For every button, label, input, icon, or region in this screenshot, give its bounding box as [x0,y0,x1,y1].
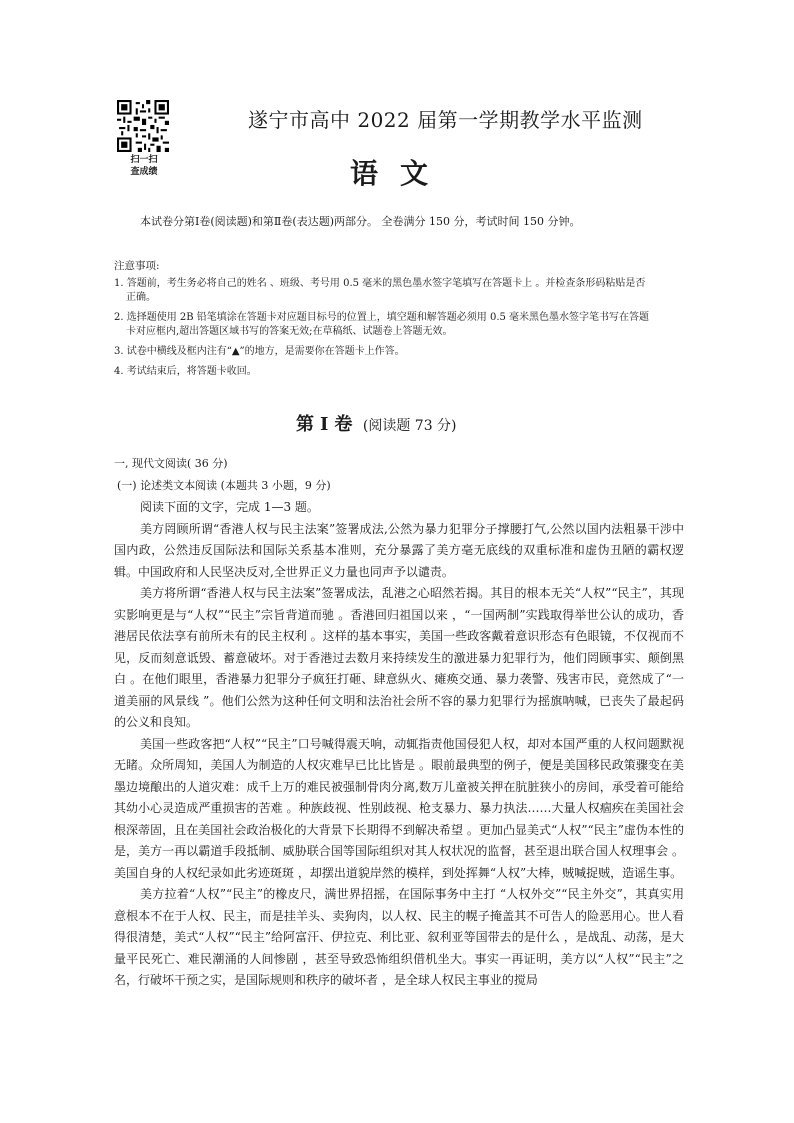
note-2-line2: 卡对应框内,超出答题区域书写的答案无效;在草稿纸、试题卷上答题无效。 [126,326,453,337]
note-item [114,311,684,339]
subject-title: 语文 [350,157,451,190]
note-1-line2: 正确。 [126,292,156,303]
section-heading: 一, 现代文阅读( 36 分) [114,457,228,470]
part-title [296,410,457,436]
passage-paragraph: 美方拉着“人权”“民主”的橡皮尺，满世界招摇，在国际事务中主打 “人权外交”“民主外交”，其真实用意根本不在于人权、民主，而是挂羊头、卖狗肉，以人权、民主的幌子掩盖其不可告人的险恶用心。世人看得很清楚，美式“人权”“民主”给阿富汗、伊拉克、利比亚、叙利亚等国带去的是什么 ，是战乱、动荡，是大量平民死亡、难民潮涌的人间惨剧 ，甚至导致恐怖组织借机坐大。事实一再证明，美方以“人权”“民主”之名，行破坏干预之实，是国际规则和秩序的破坏者 ，是全球人权民主事业的搅局 [114,887,684,987]
passage-paragraph: 美方罔顾所谓“香港人权与民主法案”签署成法,公然为暴力犯罪分子撑腰打气,公然以国内法粗暴干涉中国内政，公然违反国际法和国际关系基本准则，充分暴露了美方毫无底线的双重标准和虚伪丑陋的霸权逻辑。中国政府和人民坚决反对,全世界正义力量也同声予以谴责。 [114,521,684,579]
note-2-line1: 2. 选择题使用 2B 铅笔填涂在答题卡对应题目标号的位置上，填空题和解答题必须用 0.5 毫米黑色墨水签字笔书写在答题 [114,312,650,323]
passage-paragraph: 美方将所谓“香港人权与民主法案”签署成法，乱港之心昭然若揭。其目的根本无关“人权”“民主”，其现实影响更是与“人权”“民主”宗旨背道而驰 。香港回归祖国以来 ，“一国两制”实践取得举世公认的成功，香港居民依法享有前所未有的民主权利 。这样的基本事实，美国一些政客戴着意识形态有色眼镜，不仅视而不见，反而刻意诋毁、蓄意破坏。对于香港过去数月来持续发生的激进暴力犯罪行为，他们罔顾事实、颠倒黑白 。在他们眼里，香港暴力犯罪分子疯狂打砸、肆意纵火、瘫痪交通、暴力袭警、残害市民，竟然成了“一道美丽的风景线 ”。他们公然为这种任何文明和法治社会所不容的暴力犯罪行为摇旗呐喊，已丧失了最起码的公义和良知。 [114,586,684,729]
note-item: 4. 考试结束后，将答题卡收回。 [114,366,257,377]
reading-passage [114,497,684,992]
qr-code-icon[interactable] [117,100,169,152]
exam-intro: 本试卷分第Ⅰ卷(阅读题)和第Ⅱ卷(表达题)两部分。 全卷满分 150 分，考试时间 150 分钟。 [140,215,581,228]
part-title-main: 第Ⅰ卷 [296,414,359,435]
note-item: 3. 试卷中横线及框内注有“▲”的地方，是需要你在答题卡上作答。 [114,346,405,357]
part-title-sub: (阅读题 73 分) [362,418,457,434]
note-item [114,277,684,305]
qr-caption-line2: 查成绩 [130,167,158,177]
reading-instruction: 阅读下面的文字，完成 1—3 题。 [140,500,319,514]
notes-list [114,277,684,385]
exam-title: 遂宁市高中 2022 届第一学期教学水平监测 [248,108,643,132]
passage-paragraph: 美国一些政客把“人权”“民主”口号喊得震天响，动辄指责他国侵犯人权，却对本国严重的人权问题默视无睹。众所周知，美国人为制造的人权灾难早已比比皆是 。眼前最典型的例子，便是美国移民政策骤变在美墨边境酿出的人道灾难：成千上万的难民被强制骨肉分离,数万儿童被关押在肮脏狭小的房间，承受着可能给其幼小心灵造成严重损害的苦难 。种族歧视、性别歧视、枪支暴力、暴力执法……大量人权痼疾在美国社会根深蒂固，且在美国社会政治极化的大背景下长期得不到解决希望 。更加凸显美式“人权”“民主”虚伪本性的是，美方一再以霸道手段抵制、威胁联合国等国际组织对其人权状况的监督，甚至退出联合国人权理事会 。美国自身的人权纪录如此劣迹斑斑 ，却摆出道貌岸然的模样，到处挥舞“人权”大棒，贼喊捉贼，造谣生事。 [114,736,684,880]
note-1-line1: 1. 答题前，考生务必将自己的姓名 、班级、考号用 0.5 毫米的黑色墨水签字笔填写在答题卡上 。并检查条形码粘贴是否 [114,278,646,289]
notes-heading: 注意事项: [114,260,160,272]
qr-caption-line1: 扫一扫 [130,155,158,165]
section-subheading: (一) 论述类文本阅读 (本题共 3 小题，9 分) [117,479,331,492]
qr-caption [113,154,175,178]
